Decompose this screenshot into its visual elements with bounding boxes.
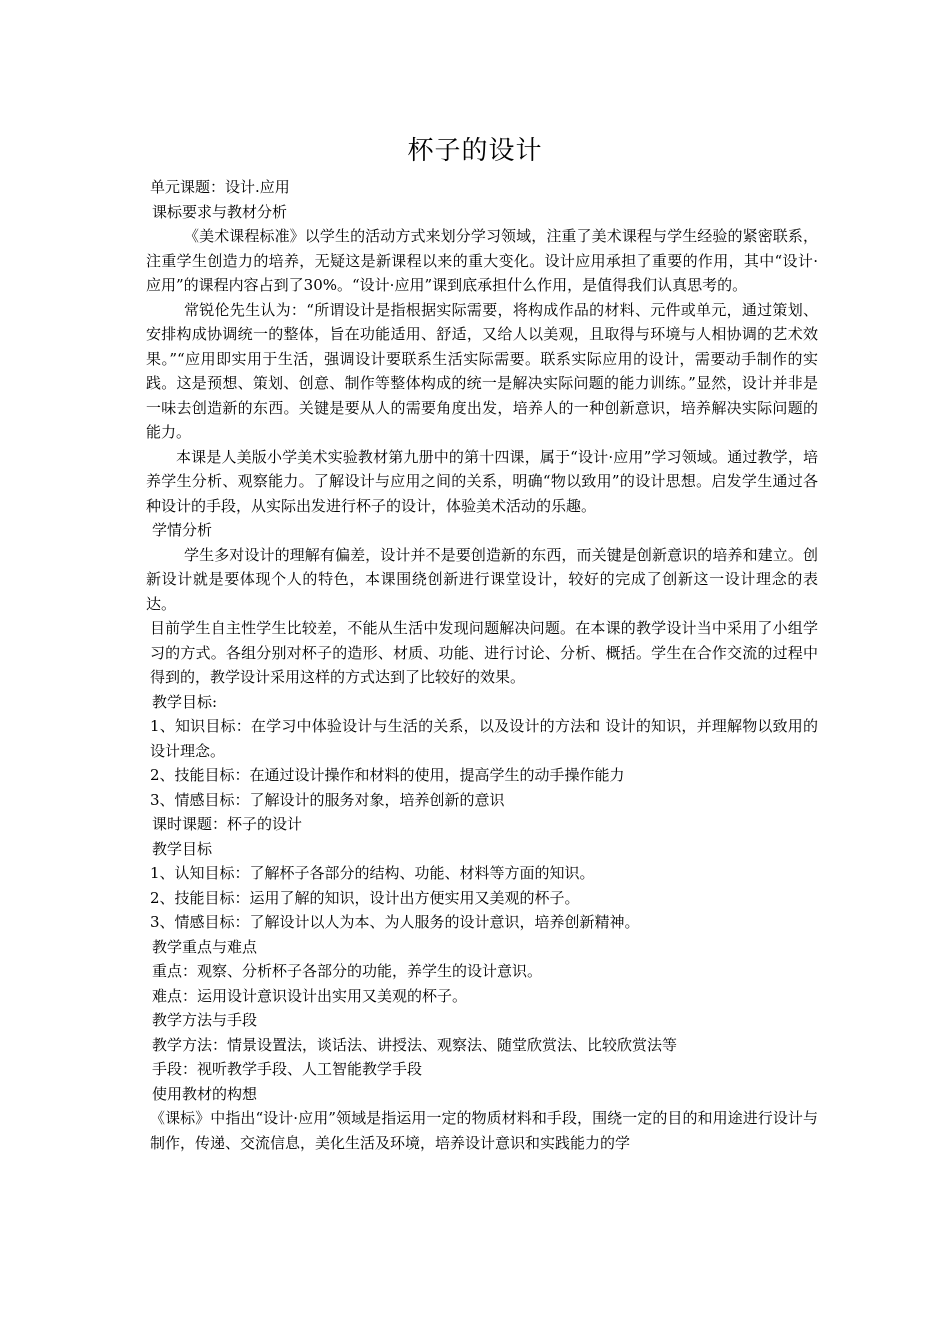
- document-paragraph: 教学方法：情景设置法，谈话法、讲授法、观察法、随堂欣赏法、比较欣赏法等: [152, 1035, 678, 1054]
- document-paragraph: 难点：运用设计意识设计出实用又美观的杯子。: [152, 986, 468, 1005]
- document-paragraph: 使用教材的构想: [152, 1084, 258, 1103]
- document-paragraph: 教学方法与手段: [152, 1011, 258, 1029]
- document-paragraph: 重点：观察、分析杯子各部分的功能，养学生的设计意识。: [152, 962, 543, 980]
- document-paragraph: 课时课题：杯子的设计: [152, 815, 303, 833]
- document-paragraph: 课标要求与教材分析: [152, 202, 288, 221]
- document-paragraph: 《课标》中指出“设计·应用”领域是指运用一定的物质材料和手段，围绕一定的目的和用途进行设计与制作，传递、交流信息，美化生活及环境，培养设计意识和实践能力的学: [150, 1109, 818, 1152]
- document-paragraph: 手段：视听教学手段、人工智能教学手段: [152, 1060, 423, 1078]
- document-paragraph: 学生多对设计的理解有偏差，设计并不是要创造新的东西，而关键是创新意识的培养和建立。创新设计就是要体现个人的特色，本课围绕创新进行课堂设计，较好的完成了创新这一设计理念的表达。: [146, 545, 818, 613]
- document-paragraph: 3、情感目标：了解设计的服务对象，培养创新的意识: [150, 790, 505, 809]
- document-paragraph: 教学目标: [152, 839, 213, 858]
- document-paragraph: 2、技能目标：在通过设计操作和材料的使用，提高学生的动手操作能力: [150, 766, 625, 784]
- document-paragraph: 单元课题：设计.应用: [150, 178, 290, 196]
- document-paragraph: 1、知识目标：在学习中体验设计与生活的关系，以及设计的方法和 设计的知识，并理解物以致用的设计理念。: [150, 717, 818, 760]
- document-paragraph: 教学重点与难点: [152, 937, 258, 956]
- document-paragraph: 2、技能目标：运用了解的知识，设计出方便实用又美观的杯子。: [150, 888, 580, 907]
- document-paragraph: 3、情感目标：了解设计以人为本、为人服务的设计意识，培养创新精神。: [150, 913, 640, 931]
- document-paragraph: 学情分析: [152, 521, 213, 539]
- document-paragraph: 1、认知目标：了解杯子各部分的结构、功能、材料等方面的知识。: [150, 864, 595, 882]
- document-paragraph: 教学目标:: [152, 692, 218, 711]
- document-title: 杯子的设计: [407, 136, 543, 166]
- document-paragraph: 目前学生自主性学生比较差，不能从生活中发现问题解决问题。在本课的教学设计当中采用了小组学习的方式。各组分别对杯子的造形、材质、功能、进行讨论、分析、概括。学生在合作交流的过程中得到的，教学设计采用这样的方式达到了比较好的效果。: [150, 619, 818, 686]
- document-paragraph: 《美术课程标准》以学生的活动方式来划分学习领域，注重了美术课程与学生经验的紧密联系，注重学生创造力的培养，无疑这是新课程以来的重大变化。设计应用承担了重要的作用，其中“设计·应用”的课程内容占到了30%。“设计·应用”课到底承担什么作用，是值得我们认真思考的。: [146, 227, 818, 294]
- document-paragraph: 本课是人美版小学美术实验教材第九册中的第十四课，属于“设计·应用”学习领域。通过教学，培养学生分析、观察能力。了解设计与应用之间的关系，明确“物以致用”的设计思想。启发学生通过各种设计的手段，从实际出发进行杯子的设计，体验美术活动的乐趣。: [146, 447, 818, 515]
- document-body: [146, 175, 818, 1155]
- document-paragraph: 常锐伦先生认为：“所谓设计是指根据实际需要，将构成作品的材料、元件或单元，通过策划、安排构成协调统一的整体，旨在功能适用、舒适，又给人以美观，且取得与环境与人相协调的艺术效果。”“应用即实用于生活，强调设计要联系生活实际需要。联系实际应用的设计，需要动手制作的实践。这是预想、策划、创意、制作等整体构成的统一是解决实际问题的能力训练。”显然，设计并非是一味去创造新的东西。关键是要从人的需要角度出发，培养人的一种创新意识，培养解决实际问题的能力。: [146, 300, 818, 441]
